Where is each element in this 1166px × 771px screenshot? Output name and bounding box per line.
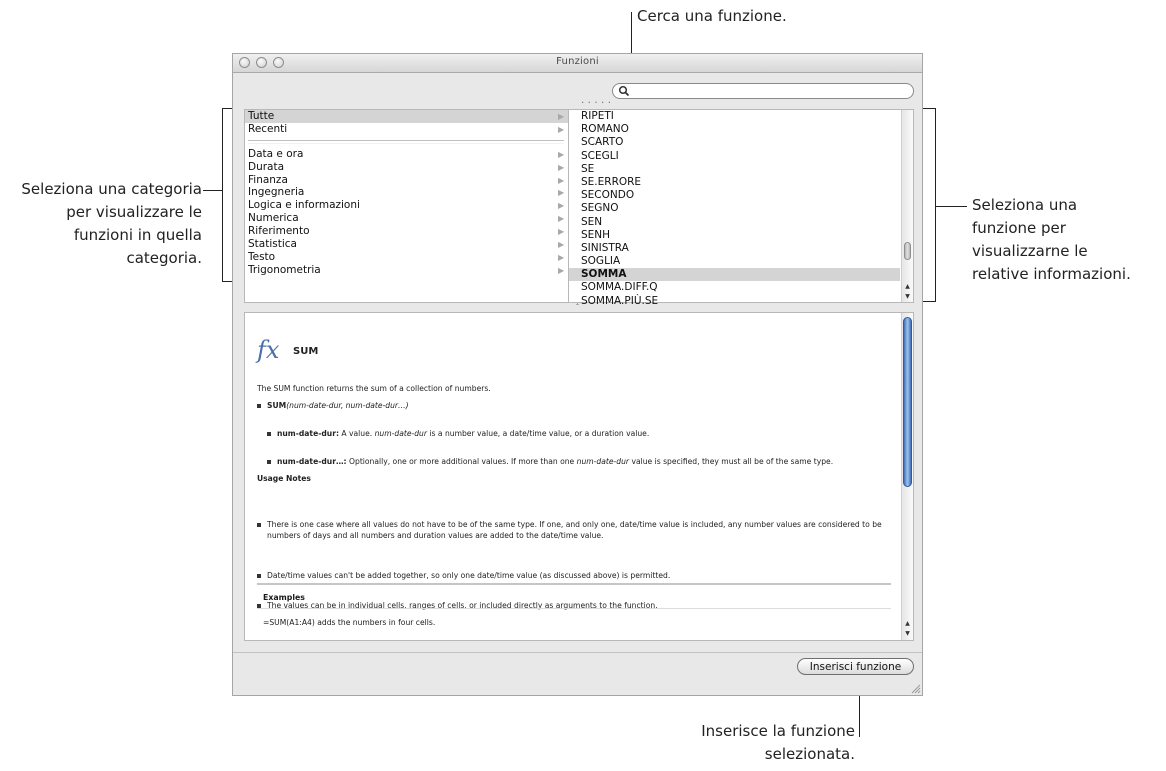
- category-separator: [248, 140, 564, 144]
- callout-function-line-3: visualizzarne le: [972, 242, 1088, 260]
- function-item[interactable]: SEGNO: [581, 202, 619, 215]
- function-item[interactable]: ROMANO: [581, 123, 629, 136]
- syntax-function: SUM: [267, 401, 287, 410]
- category-list: [244, 109, 569, 303]
- callout-search: [637, 5, 787, 28]
- usage-note-text: The values can be in individual cells, ranges of cells, or included directly as arguments to the function.: [267, 601, 658, 610]
- category-label: Riferimento: [248, 225, 310, 238]
- disclosure-arrow-icon: ▶: [558, 149, 565, 159]
- disclosure-arrow-icon: ▶: [558, 240, 565, 250]
- function-fx-icon: fx: [257, 336, 280, 364]
- function-item[interactable]: SCARTO: [581, 136, 624, 149]
- help-argument-2: [257, 456, 902, 467]
- argument-text: is a number value, a date/time value, or a duration value.: [429, 429, 650, 438]
- bottom-separator: [233, 652, 922, 653]
- splitter-handle-icon[interactable]: ⌃: [575, 303, 581, 310]
- callout-function: [972, 194, 1131, 286]
- function-item-selected[interactable]: SOMMA: [569, 268, 900, 281]
- description-text: The SUM function returns the sum of a collection of numbers.: [257, 384, 491, 393]
- help-pane: [244, 312, 914, 641]
- category-item-durata[interactable]: [245, 161, 568, 174]
- scroll-down-arrow-icon[interactable]: ▼: [905, 293, 910, 300]
- magnifier-icon: [618, 85, 630, 97]
- category-label: Trigonometria: [248, 263, 321, 276]
- function-list: [569, 97, 914, 307]
- category-label: Tutte: [248, 110, 275, 122]
- callout-category-line-2: per visualizzare le: [66, 203, 202, 221]
- function-item[interactable]: SECONDO: [581, 189, 635, 202]
- window-title: Funzioni: [556, 56, 599, 67]
- callout-category: [0, 178, 202, 270]
- function-item[interactable]: SE.ERRORE: [581, 175, 642, 188]
- callout-insert: [660, 720, 855, 766]
- scroll-up-arrow-icon[interactable]: ▲: [905, 620, 910, 627]
- usage-note-text: Date/time values can't be added together, so only one date/time value (as discussed above) is permitted.: [267, 571, 671, 580]
- usage-note-3: [257, 600, 902, 611]
- help-argument-1: [257, 428, 912, 439]
- disclosure-arrow-icon: ▶: [558, 188, 565, 198]
- callout-category-bracket: [222, 108, 223, 282]
- category-label: Logica e informazioni: [248, 199, 360, 212]
- category-item-numerica[interactable]: [245, 212, 568, 225]
- category-item-logica-e-informazioni[interactable]: [245, 199, 568, 212]
- argument-name: num-date-dur…:: [277, 457, 347, 466]
- callout-function-connector: [935, 206, 967, 207]
- category-item-recenti[interactable]: [245, 123, 568, 136]
- usage-note-2: [257, 570, 902, 581]
- category-label: Durata: [248, 160, 285, 173]
- argument-text-italic: num-date-dur: [576, 457, 630, 466]
- category-label: Ingegneria: [248, 186, 305, 199]
- scroll-up-arrow-icon[interactable]: ▲: [905, 283, 910, 290]
- function-item[interactable]: SOGLIA: [581, 255, 621, 268]
- scrollbar-thumb[interactable]: [904, 242, 911, 260]
- disclosure-arrow-icon: ▶: [558, 112, 565, 121]
- category-item-testo[interactable]: [245, 251, 568, 264]
- callout-category-line-4: categoria.: [126, 249, 202, 267]
- function-item[interactable]: SOMMA.PIÙ.SE: [581, 294, 659, 307]
- disclosure-arrow-icon: ▶: [558, 252, 565, 262]
- callout-function-bracket: [935, 108, 936, 302]
- callout-category-connector: [203, 190, 223, 191]
- callout-function-line-2: funzione per: [972, 219, 1066, 237]
- usage-note-1: [257, 519, 887, 541]
- argument-text: Optionally, one or more additional values. If more than one: [349, 457, 575, 466]
- argument-text-italic: num-date-dur: [374, 429, 427, 438]
- function-item[interactable]: SOMMA.DIFF.Q: [581, 281, 658, 294]
- category-item-tutte[interactable]: [245, 110, 568, 123]
- function-item[interactable]: RIPETI: [581, 110, 614, 122]
- function-item[interactable]: SCEGLI: [581, 149, 619, 162]
- category-item-riferimento[interactable]: [245, 225, 568, 238]
- usage-note-text: There is one case where all values do not have to be of the same type. If one, and only one, date/time value is included, any number values are considered to be numbers of days and all numbers and duration values are added to the date/time value.: [267, 520, 882, 540]
- help-syntax: [257, 400, 902, 411]
- callout-category-line-3: funzioni in quella: [73, 226, 202, 244]
- disclosure-arrow-icon: ▶: [558, 214, 565, 224]
- disclosure-arrow-icon: ▶: [558, 227, 565, 237]
- disclosure-arrow-icon: ▶: [558, 265, 565, 275]
- function-item[interactable]: SENH: [581, 228, 611, 241]
- resize-grip-icon[interactable]: [910, 683, 920, 693]
- disclosure-arrow-icon: ▶: [558, 175, 565, 185]
- category-item-finanza[interactable]: [245, 174, 568, 187]
- callout-function-line-1: Seleziona una: [972, 196, 1078, 214]
- scrollbar-thumb[interactable]: [903, 317, 912, 487]
- function-item-partial[interactable]: · · · · ·: [581, 97, 612, 109]
- disclosure-arrow-icon: ▶: [558, 162, 565, 172]
- callout-category-line-1: Seleziona una categoria: [21, 180, 202, 198]
- category-item-trigonometria[interactable]: [245, 264, 568, 277]
- disclosure-arrow-icon: ▶: [558, 201, 565, 211]
- callout-insert-line-1: Inserisce la funzione: [701, 722, 855, 740]
- callout-insert-line-2: selezionata.: [764, 745, 855, 763]
- category-item-data-e-ora[interactable]: [245, 148, 568, 161]
- category-item-ingegneria[interactable]: [245, 186, 568, 199]
- examples-divider: [257, 583, 891, 585]
- function-list-scrollbar[interactable]: [901, 110, 913, 302]
- category-label: Finanza: [248, 173, 288, 186]
- help-description: [257, 383, 892, 394]
- disclosure-arrow-icon: ▶: [558, 124, 565, 134]
- callout-search-text: Cerca una funzione.: [637, 7, 787, 25]
- example-1: =SUM(A1:A4) adds the numbers in four cells.: [263, 618, 436, 627]
- category-label: Numerica: [248, 212, 299, 225]
- category-label: Statistica: [248, 238, 297, 251]
- insert-function-button[interactable]: Inserisci funzione: [797, 658, 914, 675]
- category-label: Recenti: [248, 122, 288, 135]
- argument-text: value is specified, they must all be of the same type.: [631, 457, 834, 466]
- syntax-arguments: (num-date-dur, num-date-dur…): [286, 401, 409, 410]
- search-field[interactable]: [612, 83, 914, 99]
- functions-window: [232, 53, 923, 696]
- category-item-statistica[interactable]: [245, 238, 568, 251]
- category-label: Testo: [248, 250, 276, 263]
- help-scrollbar[interactable]: [901, 313, 913, 640]
- scroll-down-arrow-icon[interactable]: ▼: [905, 630, 910, 637]
- function-item[interactable]: SINISTRA: [581, 241, 629, 254]
- category-label: Data e ora: [248, 147, 304, 160]
- search-input[interactable]: [633, 84, 907, 100]
- examples-divider-thin: [257, 608, 891, 609]
- function-item[interactable]: SEN: [581, 215, 603, 228]
- argument-text: A value.: [341, 429, 373, 438]
- argument-name: num-date-dur:: [277, 429, 339, 438]
- usage-notes-heading: Usage Notes: [257, 474, 311, 483]
- callout-function-line-4: relative informazioni.: [972, 265, 1131, 283]
- examples-heading: Examples: [263, 593, 305, 602]
- title-bar: [233, 54, 922, 73]
- function-item[interactable]: SE: [581, 162, 595, 175]
- function-list-items: [569, 97, 900, 308]
- help-function-name: SUM: [293, 346, 319, 357]
